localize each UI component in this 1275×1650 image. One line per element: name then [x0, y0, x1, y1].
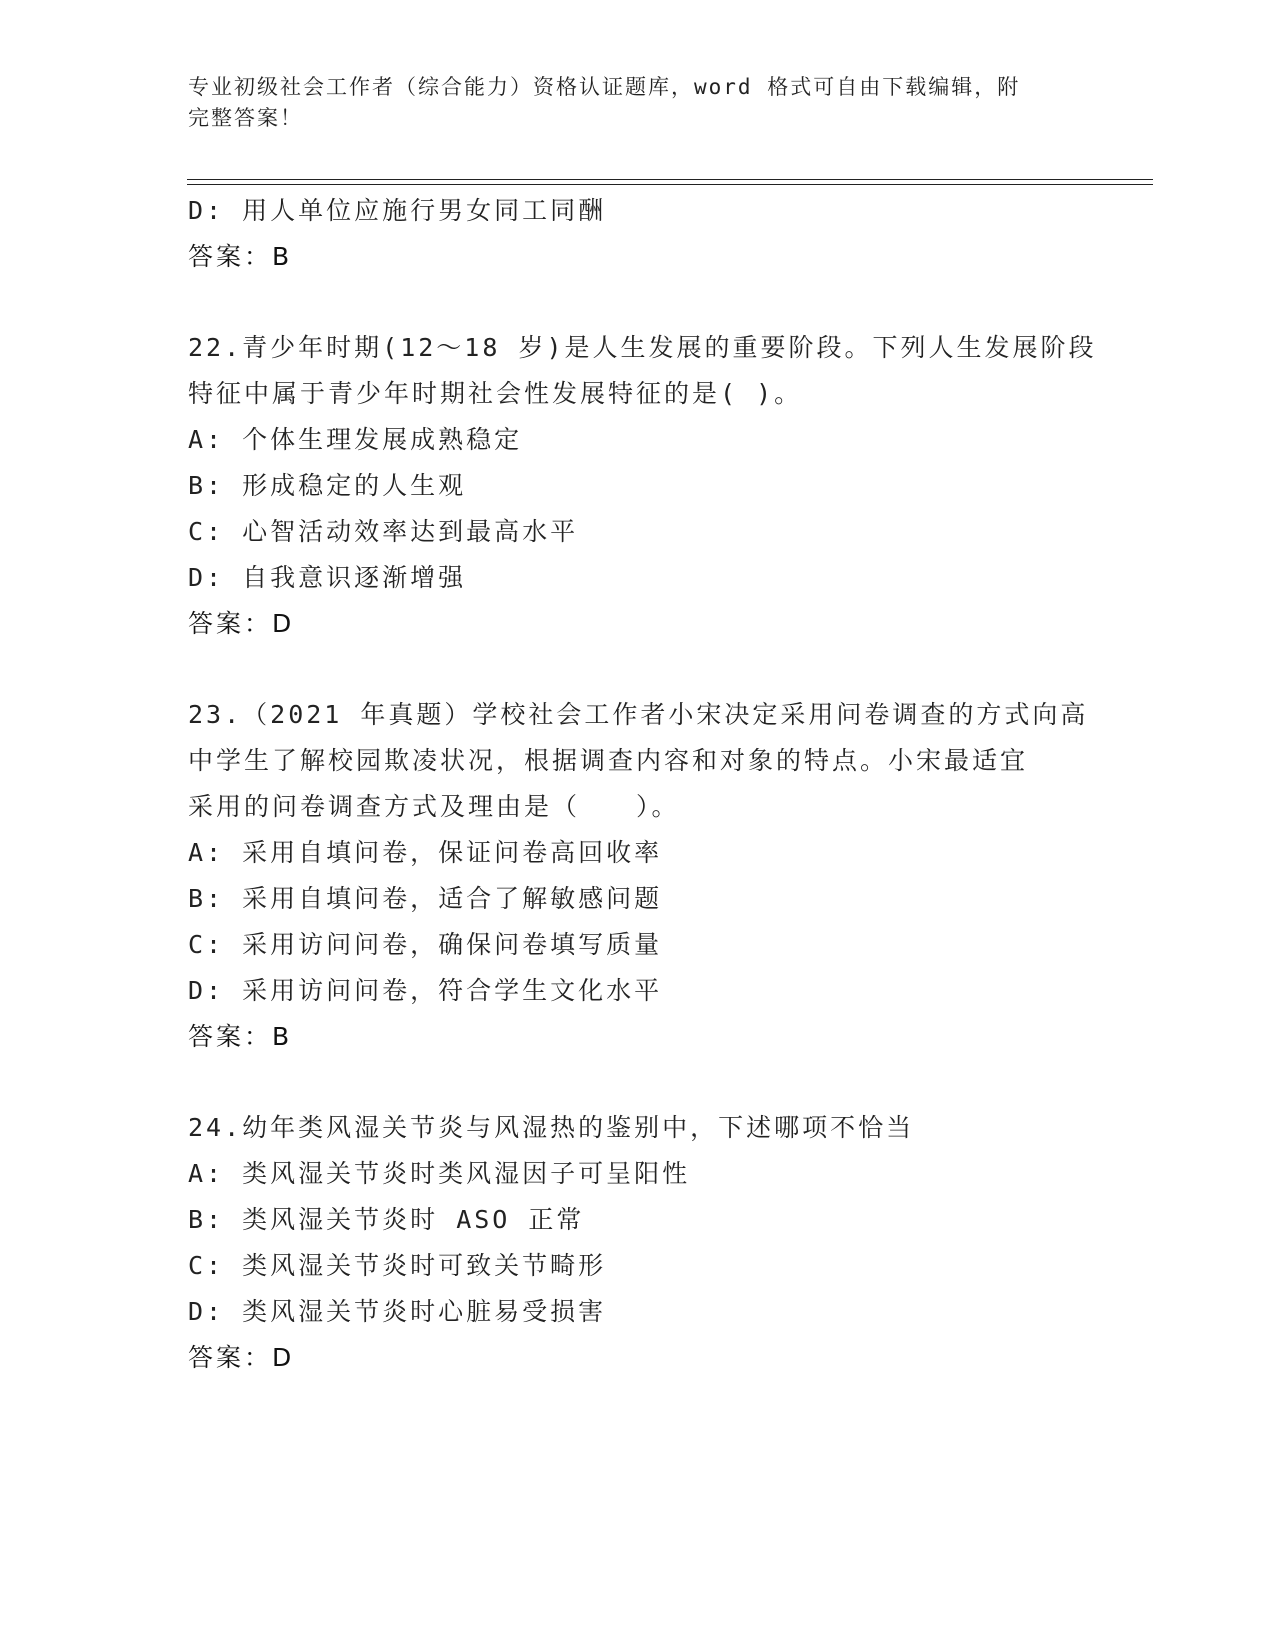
- question-block-23: [188, 692, 1088, 1060]
- question-stem: 23.（2021 年真题）学校社会工作者小宋决定采用问卷调查的方式向高: [188, 700, 1089, 729]
- answer-label: 答案：B: [188, 242, 293, 271]
- answer-label: 答案：B: [188, 1022, 293, 1051]
- header-divider-bottom: [187, 184, 1153, 185]
- question-block-22: [188, 325, 1097, 647]
- question-block-24: [188, 1105, 1088, 1381]
- option-c: C: 心智活动效率达到最高水平: [188, 517, 579, 546]
- question-list: [188, 188, 1097, 1381]
- header-title-line-2: 完整答案！: [188, 106, 303, 130]
- option-b: B: 形成稳定的人生观: [188, 471, 467, 500]
- spacer: [188, 280, 1088, 325]
- option-c: C: 类风湿关节炎时可致关节畸形: [188, 1251, 607, 1280]
- answer-label: 答案：D: [188, 609, 295, 638]
- question-stem: 24.幼年类风湿关节炎与风湿热的鉴别中，下述哪项不恰当: [188, 1113, 915, 1142]
- option-b: B: 类风湿关节炎时 ASO 正常: [188, 1205, 585, 1234]
- option-c: C: 采用访问问卷，确保问卷填写质量: [188, 930, 663, 959]
- header-title-line-1: 专业初级社会工作者（综合能力）资格认证题库，word 格式可自由下载编辑，附: [188, 75, 1021, 99]
- option-a: A: 类风湿关节炎时类风湿因子可呈阳性: [188, 1159, 691, 1188]
- question-block-21: [188, 188, 1088, 280]
- option-d: D: 类风湿关节炎时心脏易受损害: [188, 1297, 607, 1326]
- question-stem: 特征中属于青少年时期社会性发展特征的是( )。: [188, 379, 803, 408]
- spacer: [188, 647, 1088, 692]
- answer-label: 答案：D: [188, 1343, 295, 1372]
- option-d: D: 采用访问问卷，符合学生文化水平: [188, 976, 663, 1005]
- page-header: [188, 72, 1088, 134]
- option-a: A: 个体生理发展成熟稳定: [188, 425, 523, 454]
- option-d: D: 用人单位应施行男女同工同酬: [188, 196, 607, 225]
- option-a: A: 采用自填问卷，保证问卷高回收率: [188, 838, 663, 867]
- header-divider-top: [187, 179, 1153, 180]
- option-b: B: 采用自填问卷，适合了解敏感问题: [188, 884, 663, 913]
- spacer: [188, 1060, 1088, 1105]
- question-stem: 中学生了解校园欺凌状况，根据调查内容和对象的特点。小宋最适宜: [188, 746, 1029, 775]
- question-stem: 采用的问卷调查方式及理由是（ ）。: [188, 792, 680, 821]
- option-d: D: 自我意识逐渐增强: [188, 563, 467, 592]
- question-stem: 22.青少年时期(12～18 岁)是人生发展的重要阶段。下列人生发展阶段: [188, 333, 1097, 362]
